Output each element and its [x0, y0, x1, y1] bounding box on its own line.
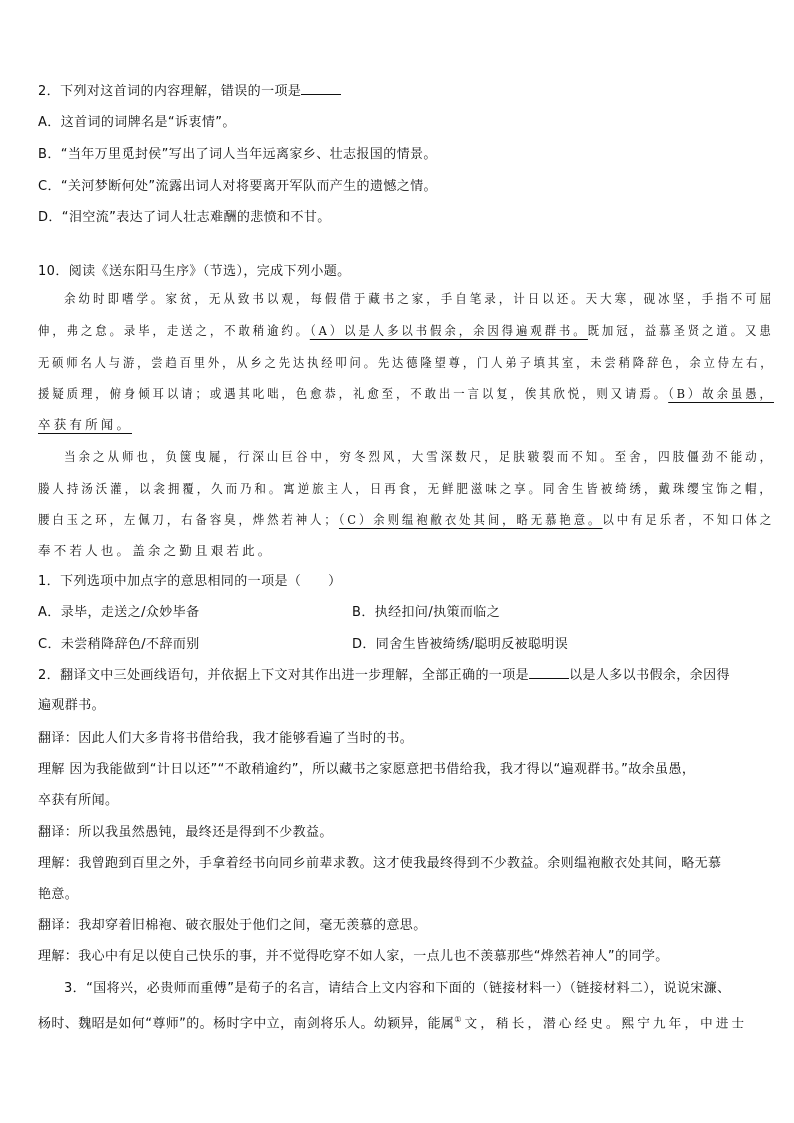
answer-blank[interactable]	[529, 666, 569, 679]
translation-3: 翻译：我却穿着旧棉袍、破衣服处于他们之间，毫无羡慕的意思。	[38, 918, 427, 933]
option-c: C．“关河梦断何处”流露出词人对将要离开军队而产生的遗憾之情。	[38, 179, 437, 194]
translation-2: 翻译：所以我虽然愚钝，最终还是得到不少教益。	[38, 825, 333, 840]
footnote-marker: ①	[454, 1015, 465, 1024]
underlined-sentence-a: （A）以是人多以书假余，余因得遍观群书。	[310, 323, 588, 338]
passage-line: 伸，弗之怠。录毕，走送之，不敢稍逾约。（A）以是人多以书假余，余因得遍观群书。既加冠，益慕圣贤之道。又患	[38, 323, 774, 338]
passage-line	[38, 416, 132, 434]
answer-blank[interactable]	[301, 82, 341, 95]
question-stem: 2．下列对这首词的内容理解，错误的一项是	[38, 82, 341, 101]
sub-question-3-material: 杨时、魏昭是如何“尊师”的。杨时字中立，南剑将乐人。幼颖异，能属①文，稍长，潜心经史。熙宁九年，中进士	[38, 1015, 748, 1032]
understanding-3: 理解：我心中有足以使自己快乐的事，并不觉得吃穿不如人家，一点儿也不羡慕那些“烨然若神人”的同学。	[38, 949, 669, 964]
passage-line: 余幼时即嗜学。家贫，无从致书以观，每假借于藏书之家，手自笔录，计日以还。天大寒，砚冰坚，手指不可屈	[64, 291, 775, 306]
option-a: A．录毕，走送之/众妙毕备	[38, 605, 200, 620]
translation-1: 翻译：因此人们大多肯将书借给我，我才能够看遍了当时的书。	[38, 731, 414, 746]
understanding-2-cont: 艳意。	[38, 887, 79, 902]
underlined-sentence-b: （B）故余虽愚，	[668, 386, 774, 401]
sub-question-1-stem: 1．下列选项中加点字的意思相同的一项是（ ）	[38, 574, 342, 589]
underlined-sentence-b-cont: 卒获有所闻。	[38, 417, 133, 432]
sub-question-2-stem: 2．翻译文中三处画线语句，并依据上下文对其作出进一步理解，全部正确的一项是 以是人多以书假余，余因得	[38, 668, 730, 683]
option-d: D．“泪空流”表达了词人壮志难酬的悲愤和不甘。	[38, 210, 331, 225]
sub-question-2-stem-cont: 遍观群书。	[38, 698, 106, 713]
passage-line: 当余之从师也，负箧曳屣，行深山巨谷中，穷冬烈风，大雪深数尺，足肤皲裂而不知。至舍，四肢僵劲不能动，	[64, 449, 775, 464]
passage-line: 援疑质理，俯身倾耳以请；或遇其叱咄，色愈恭，礼愈至，不敢出一言以复，俟其欣悦，则又请焉。（B）故余虽愚，	[38, 386, 774, 401]
understanding-1-cont: 卒获有所闻。	[38, 793, 119, 808]
passage-line: 无硕师名人与游，尝趋百里外，从乡之先达执经叩问。先达德隆望尊，门人弟子填其室，未尝稍降辞色，余立侍左右，	[38, 355, 775, 370]
understanding-2: 理解：我曾跑到百里之外，手拿着经书向同乡前辈求教。这才使我最终得到不少教益。余则缊袍敝衣处其间，略无慕	[38, 856, 722, 871]
sub-question-1-options-row1	[38, 604, 758, 622]
underlined-sentence-c: （C）余则缊袍敝衣处其间，略无慕艳意。	[338, 512, 603, 527]
option-c: C．未尝稍降辞色/不辞而别	[38, 637, 200, 652]
option-d: D．同舍生皆被绮绣/聪明反被聪明误	[352, 637, 569, 652]
sub-question-1-options-row2	[38, 636, 758, 654]
passage-line: 腰白玉之环，左佩刀，右备容臭，烨然若神人；（C）余则缊袍敝衣处其间，略无慕艳意。以中有足乐者，不知口体之	[38, 512, 775, 527]
passage-line: 奉不若人也。盖余之勤且艰若此。	[38, 543, 274, 558]
option-b: B．执经扣问/执策而临之	[352, 605, 501, 620]
sub-question-3-stem: 3．“国将兴，必贵师而重傅”是荀子的名言，请结合上文内容和下面的（链接材料一）（链接材料二），说说宋濂、	[64, 981, 731, 996]
passage-line: 媵人持汤沃灌，以衾拥覆，久而乃和。寓逆旅主人，日再食，无鲜肥滋味之享。同舍生皆被绮绣，戴珠缨宝饰之帽，	[38, 481, 774, 496]
question-10-stem: 10．阅读《送东阳马生序》（节选），完成下列小题。	[38, 264, 351, 279]
option-a: A．这首词的词牌名是“诉衷情”。	[38, 115, 236, 130]
option-b: B．“当年万里觅封侯”写出了词人当年远离家乡、壮志报国的情景。	[38, 147, 437, 162]
understanding-1: 理解 因为我能做到“计日以还”“不敢稍逾约”，所以藏书之家愿意把书借给我，我才得以“遍观群书。”故余虽愚，	[38, 762, 696, 777]
